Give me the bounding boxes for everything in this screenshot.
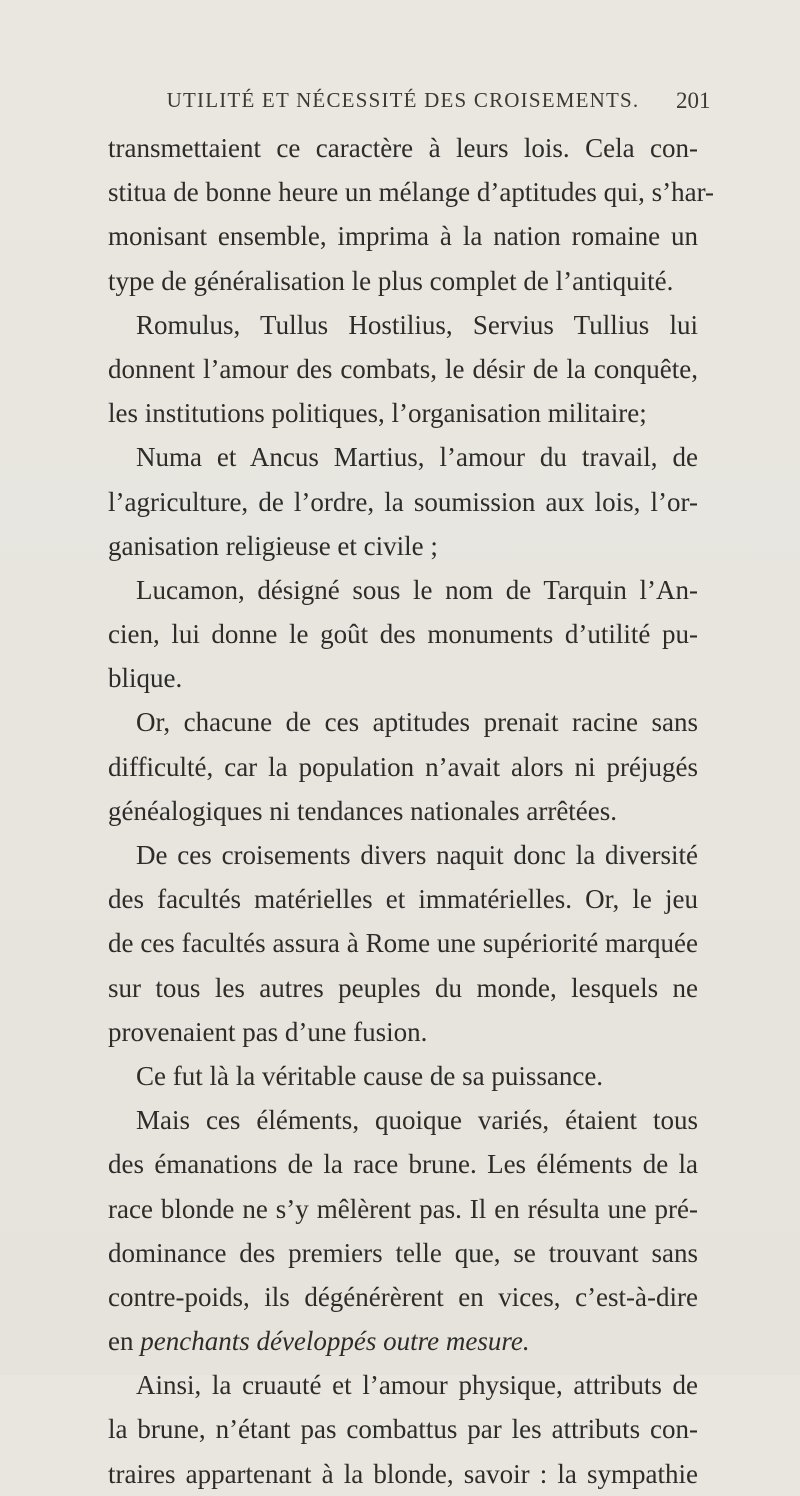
text-line: sur tous les autres peuples du monde, lesquels ne: [108, 972, 698, 1003]
italic-phrase: penchants développés outre mesure.: [140, 1326, 530, 1357]
text-line: les institutions politiques, l’organisation militaire;: [108, 398, 647, 429]
text-line: ganisation religieuse et civile ;: [108, 530, 438, 561]
text-line: généalogiques ni tendances nationales arrêtées.: [108, 795, 618, 826]
text-line: monisant ensemble, imprima à la nation romaine un: [108, 221, 698, 252]
text-line: Or, chacune de ces aptitudes prenait racine sans: [136, 707, 698, 738]
text-line: contre-poids, ils dégénérèrent en vices, c’est-à-dire: [108, 1281, 698, 1312]
text-line: donnent l’amour des combats, le désir de la conquête,: [108, 353, 698, 384]
text-line: transmettaient ce caractère à leurs lois. Cela con-: [108, 133, 698, 163]
text-line: difficulté, car la population n’avait alors ni préjugés: [108, 751, 698, 782]
page-header: [0, 88, 800, 118]
text-line: l’agriculture, de l’ordre, la soumission aux lois, l’or-: [108, 486, 698, 517]
text-line: Lucamon, désigné sous le nom de Tarquin l’An-: [136, 574, 698, 605]
text-line: Numa et Ancus Martius, l’amour du travail, de: [136, 442, 698, 473]
line-prefix: en: [108, 1326, 134, 1357]
text-line: blique.: [108, 663, 183, 694]
text-line: la brune, n’étant pas combattus par les attributs con-: [108, 1414, 698, 1445]
text-line: stitua de bonne heure un mélange d’aptitudes qui, s’har-: [108, 177, 715, 208]
text-line: type de généralisation le plus complet de l’antiquité.: [108, 265, 674, 296]
text-line: Mais ces éléments, quoique variés, étaient tous: [136, 1105, 698, 1136]
text-line: Ce fut là la véritable cause de sa puissance.: [136, 1060, 604, 1091]
page-number: 201: [676, 88, 711, 113]
text-line: Romulus, Tullus Hostilius, Servius Tullius lui: [136, 309, 698, 340]
text-line: de ces facultés assura à Rome une supériorité marquée: [108, 928, 698, 959]
text-line: dominance des premiers telle que, se trouvant sans: [108, 1237, 698, 1268]
running-head: UTILITÉ ET NÉCESSITÉ DES CROISEMENTS.: [166, 88, 640, 112]
text-line: Ainsi, la cruauté et l’amour physique, attributs de: [136, 1370, 698, 1401]
text-line: des émanations de la race brune. Les éléments de la: [108, 1149, 698, 1180]
text-line: traires appartenant à la blonde, savoir : la sympathie: [108, 1458, 698, 1489]
text-line: des facultés matérielles et immatérielles. Or, le jeu: [108, 884, 698, 915]
body-text: [108, 126, 715, 1496]
text-line: race blonde ne s’y mêlèrent pas. Il en résulta une pré-: [108, 1193, 698, 1224]
text-line: cien, lui donne le goût des monuments d’utilité pu-: [108, 619, 698, 650]
text-line: [108, 1319, 698, 1363]
text-line: provenaient pas d’une fusion.: [108, 1016, 428, 1047]
text-line: De ces croisements divers naquit donc la diversité: [136, 840, 698, 870]
